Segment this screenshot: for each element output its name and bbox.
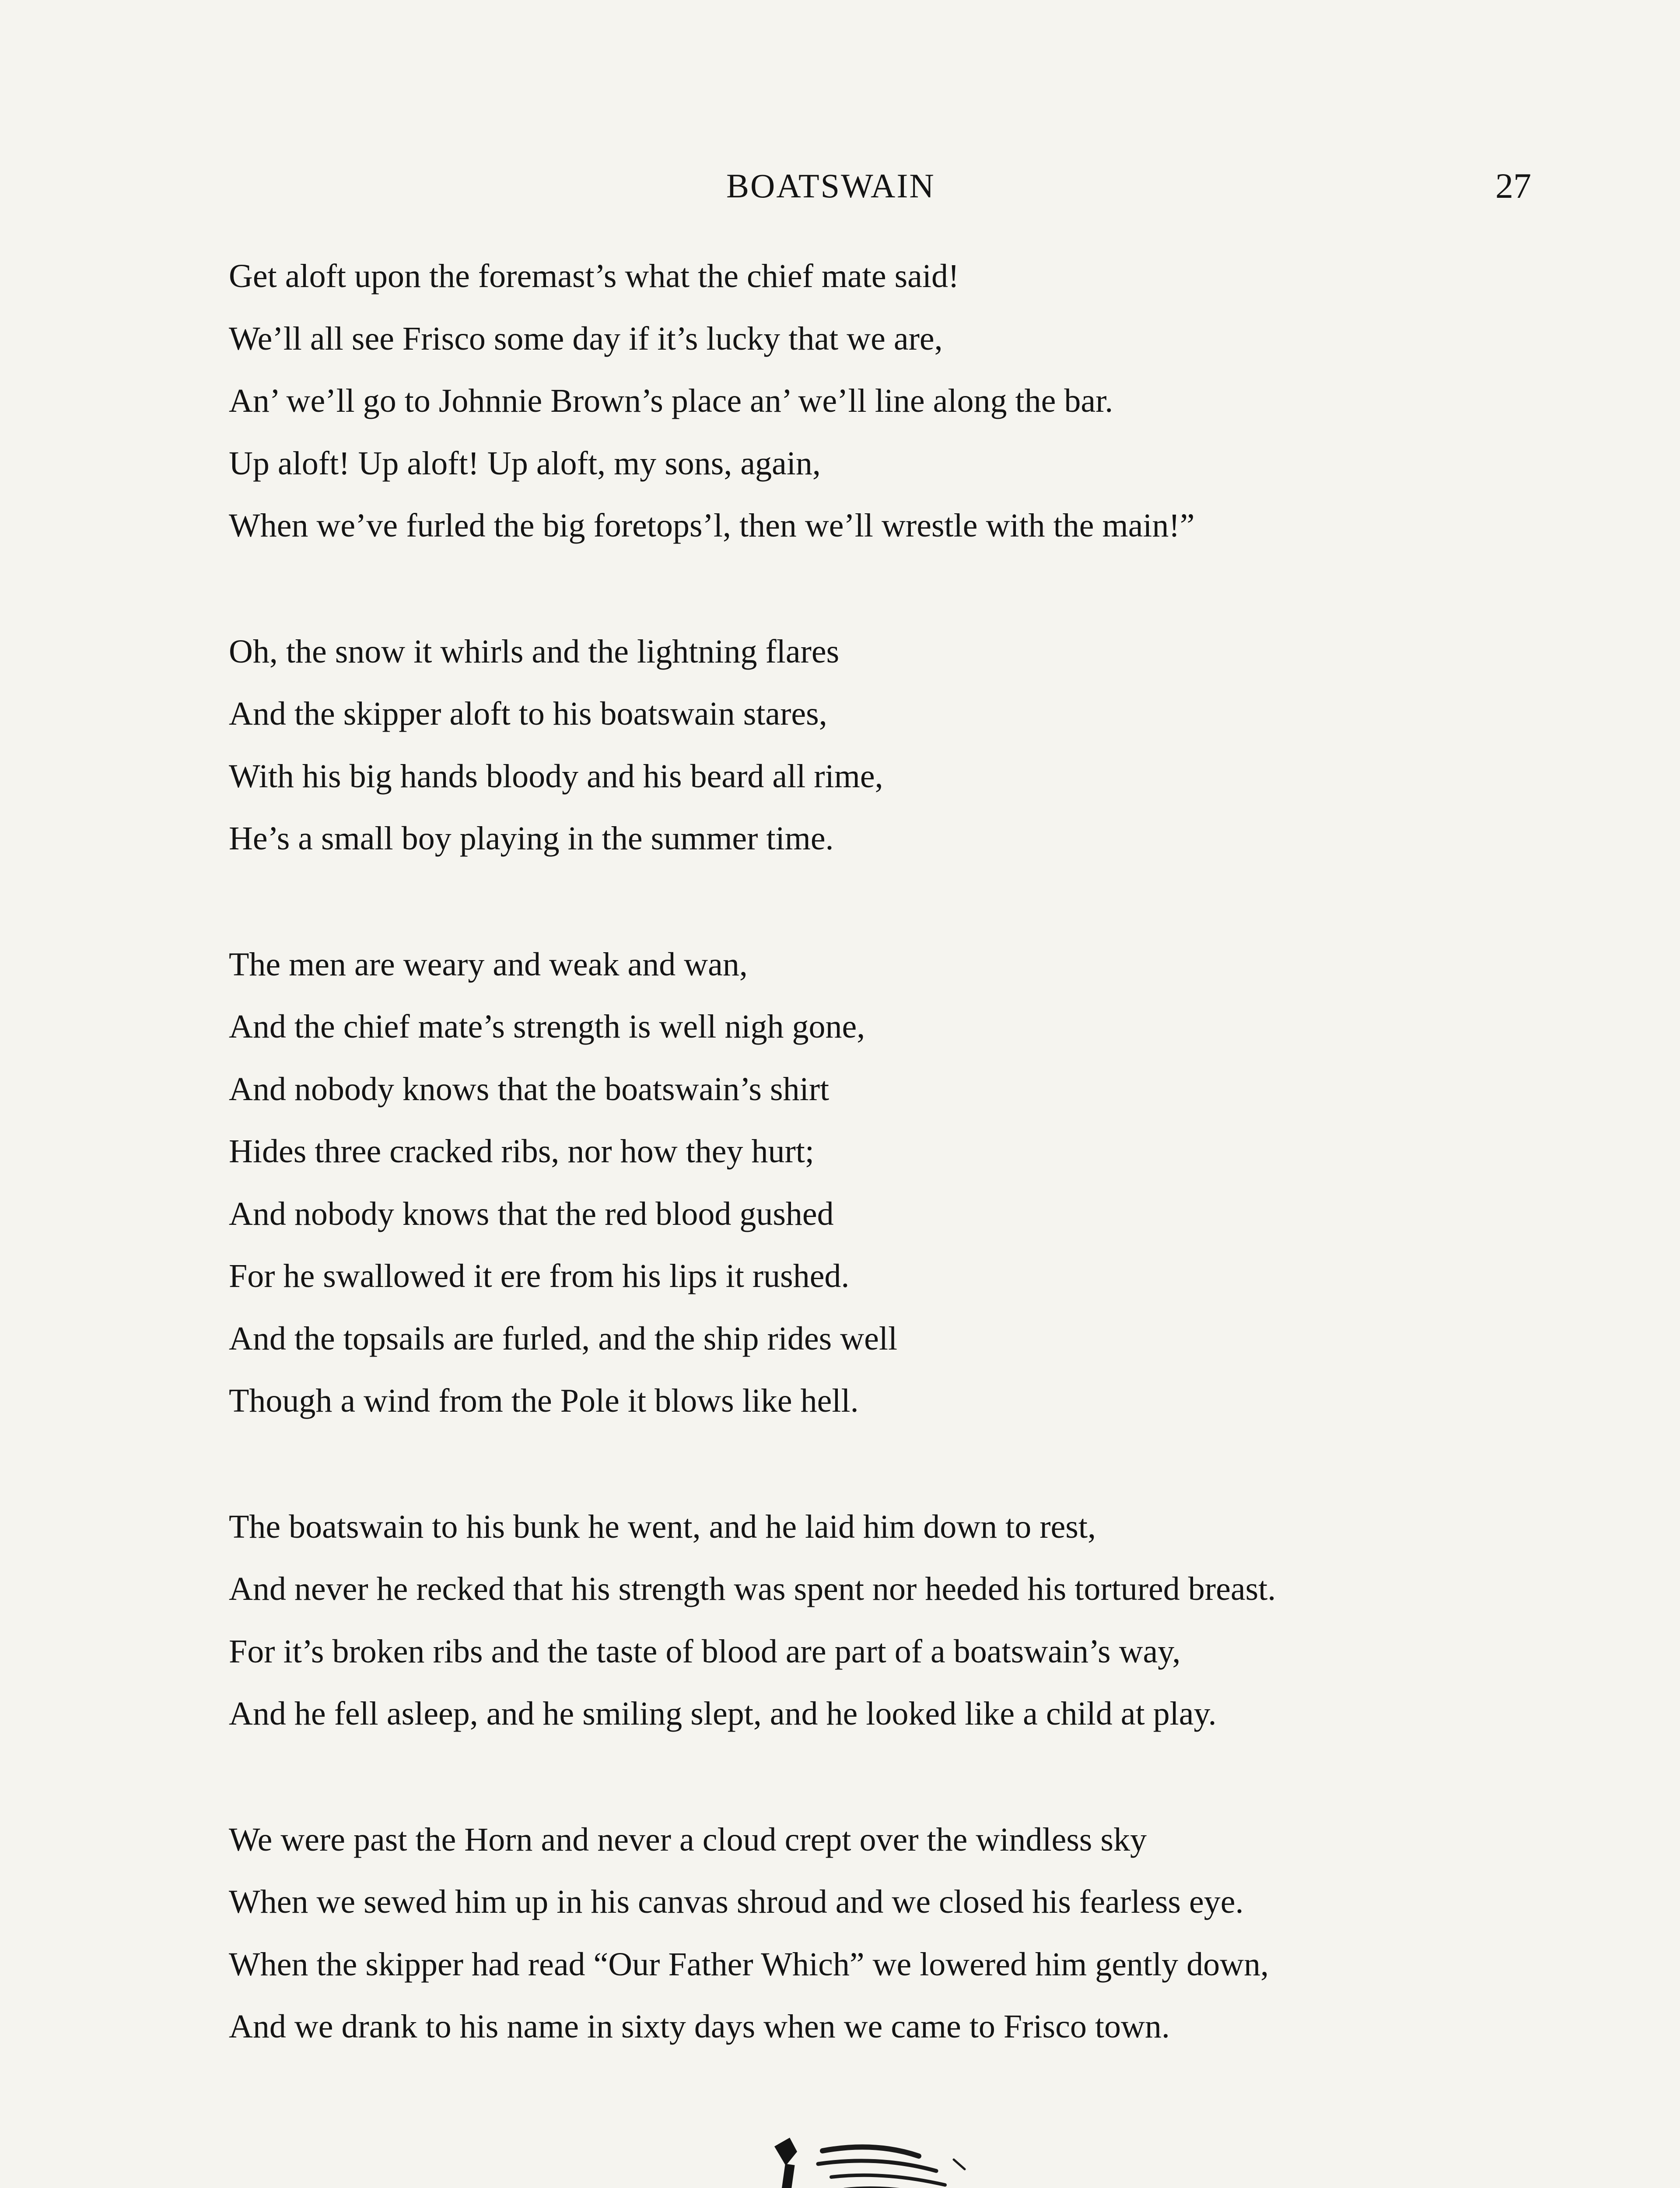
poem-line: When we sewed him up in his canvas shroud and we closed his fearless eye. xyxy=(229,1883,1244,1920)
poem-line: Get aloft upon the foremast’s what the chief mate said! xyxy=(229,258,959,295)
poem-line: The men are weary and weak and wan, xyxy=(229,946,748,983)
poem-line: When we’ve furled the big foretops’l, then we’ll wrestle with the main!” xyxy=(229,507,1195,544)
poem-line: And nobody knows that the boatswain’s shirt xyxy=(229,1070,830,1108)
stanza xyxy=(229,245,1585,557)
poem-line: And the topsails are furled, and the ship rides well xyxy=(229,1320,898,1357)
poem-line: We’ll all see Frisco some day if it’s lucky that we are, xyxy=(229,320,943,357)
poem-line: And never he recked that his strength was spent nor heeded his tortured breast. xyxy=(229,1571,1276,1607)
poem-line: For he swallowed it ere from his lips it rushed. xyxy=(229,1258,850,1294)
poem-line: And the skipper aloft to his boatswain stares, xyxy=(229,695,827,732)
stanza xyxy=(229,933,1585,1432)
running-title: BOATSWAIN xyxy=(726,167,935,205)
poem-line: We were past the Horn and never a cloud crept over the windless sky xyxy=(229,1821,1147,1858)
poem-body xyxy=(229,245,1585,2121)
stanza xyxy=(229,621,1585,870)
poem-line: And we drank to his name in sixty days when we came to Frisco town. xyxy=(229,2008,1170,2045)
running-head xyxy=(0,162,1680,210)
poem-line: Oh, the snow it whirls and the lightning flares xyxy=(229,633,840,670)
poem-line: And the chief mate’s strength is well nigh gone, xyxy=(229,1008,865,1045)
stanza xyxy=(229,1809,1585,2058)
poem-line: And he fell asleep, and he smiling slept, and he looked like a child at play. xyxy=(229,1695,1217,1732)
poem-line: He’s a small boy playing in the summer time. xyxy=(229,820,834,857)
page-number: 27 xyxy=(1495,166,1531,206)
poem-line: The boatswain to his bunk he went, and he laid him down to rest, xyxy=(229,1508,1096,1545)
poem-line: Up aloft! Up aloft! Up aloft, my sons, again, xyxy=(229,445,821,482)
stanza xyxy=(229,1496,1585,1745)
poem-line: With his big hands bloody and his beard all rime, xyxy=(229,757,883,795)
poem-line: An’ we’ll go to Johnnie Brown’s place an’ we’ll line along the bar. xyxy=(229,382,1113,419)
poem-line: For it’s broken ribs and the taste of blood are part of a boatswain’s way, xyxy=(229,1633,1181,1670)
poem-line: Hides three cracked ribs, nor how they hurt; xyxy=(229,1133,815,1170)
grave-with-spade-woodcut-icon xyxy=(700,2133,980,2188)
poem-line: Though a wind from the Pole it blows like hell. xyxy=(229,1382,859,1419)
poem-line: When the skipper had read “Our Father Which” we lowered him gently down, xyxy=(229,1946,1269,1983)
poem-line: And nobody knows that the red blood gushed xyxy=(229,1195,834,1232)
